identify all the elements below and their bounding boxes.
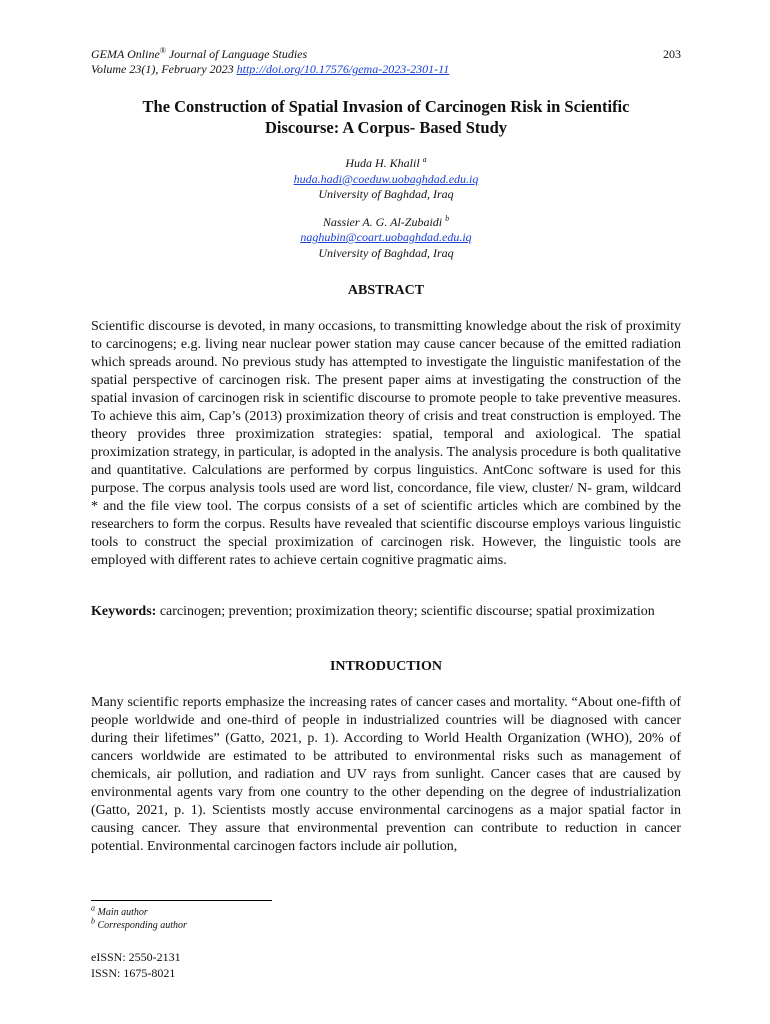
issn-block	[91, 950, 181, 981]
author-email-link[interactable]: naghubin@coart.uobaghdad.edu.iq	[300, 230, 472, 244]
keywords-label: Keywords:	[91, 604, 157, 619]
keywords	[91, 603, 681, 621]
volume-line: Volume 23(1), February 2023 http://doi.org/10.17576/gema-2023-2301-11	[91, 62, 450, 76]
author-email-link[interactable]: huda.hadi@coeduw.uobaghdad.edu.iq	[293, 171, 479, 186]
footnote: $^b$ Corresponding author	[91, 916, 187, 931]
running-header	[91, 47, 681, 77]
author-block	[91, 156, 681, 261]
author-mark: b	[445, 213, 450, 223]
footnotes	[91, 903, 187, 932]
doi-link[interactable]: http://doi.org/10.17576/gema-2023-2301-11	[236, 62, 450, 76]
paper-title: The Construction of Spatial Invasion of Carcinogen Risk in Scientific Discourse: A Corpus- Based Study	[142, 97, 630, 137]
keywords-list: carcinogen; prevention; proximization theory; scientific discourse; spatial proximization	[156, 604, 655, 619]
introduction-heading: INTRODUCTION	[329, 659, 442, 674]
author-1	[91, 156, 681, 203]
issn: ISSN: 1675-8021	[91, 965, 176, 980]
introduction-text: Many scientific reports emphasize the increasing rates of cancer cases and mortality. “About one-fifth of people worldwide and one-third of people in industrialized countries will be diagnosed with cancer during their lifetimes” (Gatto, 2021, p. 1). According to World Health Organization (WHO), 20% of cancers worldwide are estimated to be attributed to environmental risks such as management of chemicals, air pollution, and radiation and UV rays from sunlight. Cancer cases that are caused by environmental agents vary from one country to the other depending on the degree of industrialization (Gatto, 2021, p. 1). Scientists mostly accuse environmental carcinogens as a major spatial factor in causing cancer. They assure that environmental prevention can contribute to reduction in cancer potential. Environmental carcinogen factors include air pollution,	[91, 695, 681, 854]
author-name: Huda H. Khalil	[345, 156, 423, 170]
abstract-heading: ABSTRACT	[347, 283, 425, 298]
page-number: 203	[663, 47, 681, 61]
abstract-text: Scientific discourse is devoted, in many occasions, to transmitting knowledge about the risk of proximity to carcinogens; e.g. living near nuclear power station may cause cancer because of the emitted radiation which spreads around. No previous study has attempted to investigate the linguistic manifestation of the spatial perspective of carcinogen risk. The present paper aims at investigating the construction of the spatial invasion of carcinogen risk in scientific discourse to promote people to take preventive measures. To achieve this aim, Cap’s (2013) proximization theory of crisis and treat construction is employed. The theory provides three proximization strategies: spatial, temporal and axiological. The spatial proximization strategy, in particular, is adopted in the analysis. The analysis procedure is both qualitative and quantitative. Calculations are performed by corpus linguistics. AntConc software is used for this purpose. The corpus analysis tools used are word list, concordance, file view, cluster/ N- gram, wildcard * and the file view tool. The corpus consists of a set of scientific articles which are combined by the researchers to form the corpus. Results have revealed that scientific discourse employs various linguistic tools to construct the special proximization of carcinogen risk. However, the linguistic tools are employed with different rates to achieve certain cognitive pragmatic aims.	[91, 319, 681, 568]
author-affiliation: University of Baghdad, Iraq	[318, 187, 454, 201]
footnote: $^a$ Main author	[91, 903, 148, 918]
eissn: eISSN: 2550-2131	[91, 950, 181, 964]
author-mark: a	[422, 155, 427, 164]
author-affiliation: University of Baghdad, Iraq	[318, 245, 454, 260]
author-2	[91, 215, 681, 262]
footnote-divider	[91, 900, 272, 901]
author-name: Nassier A. G. Al-Zubaidi	[322, 214, 446, 229]
journal-name: GEMA Online® Journal of Language Studies	[91, 46, 308, 61]
